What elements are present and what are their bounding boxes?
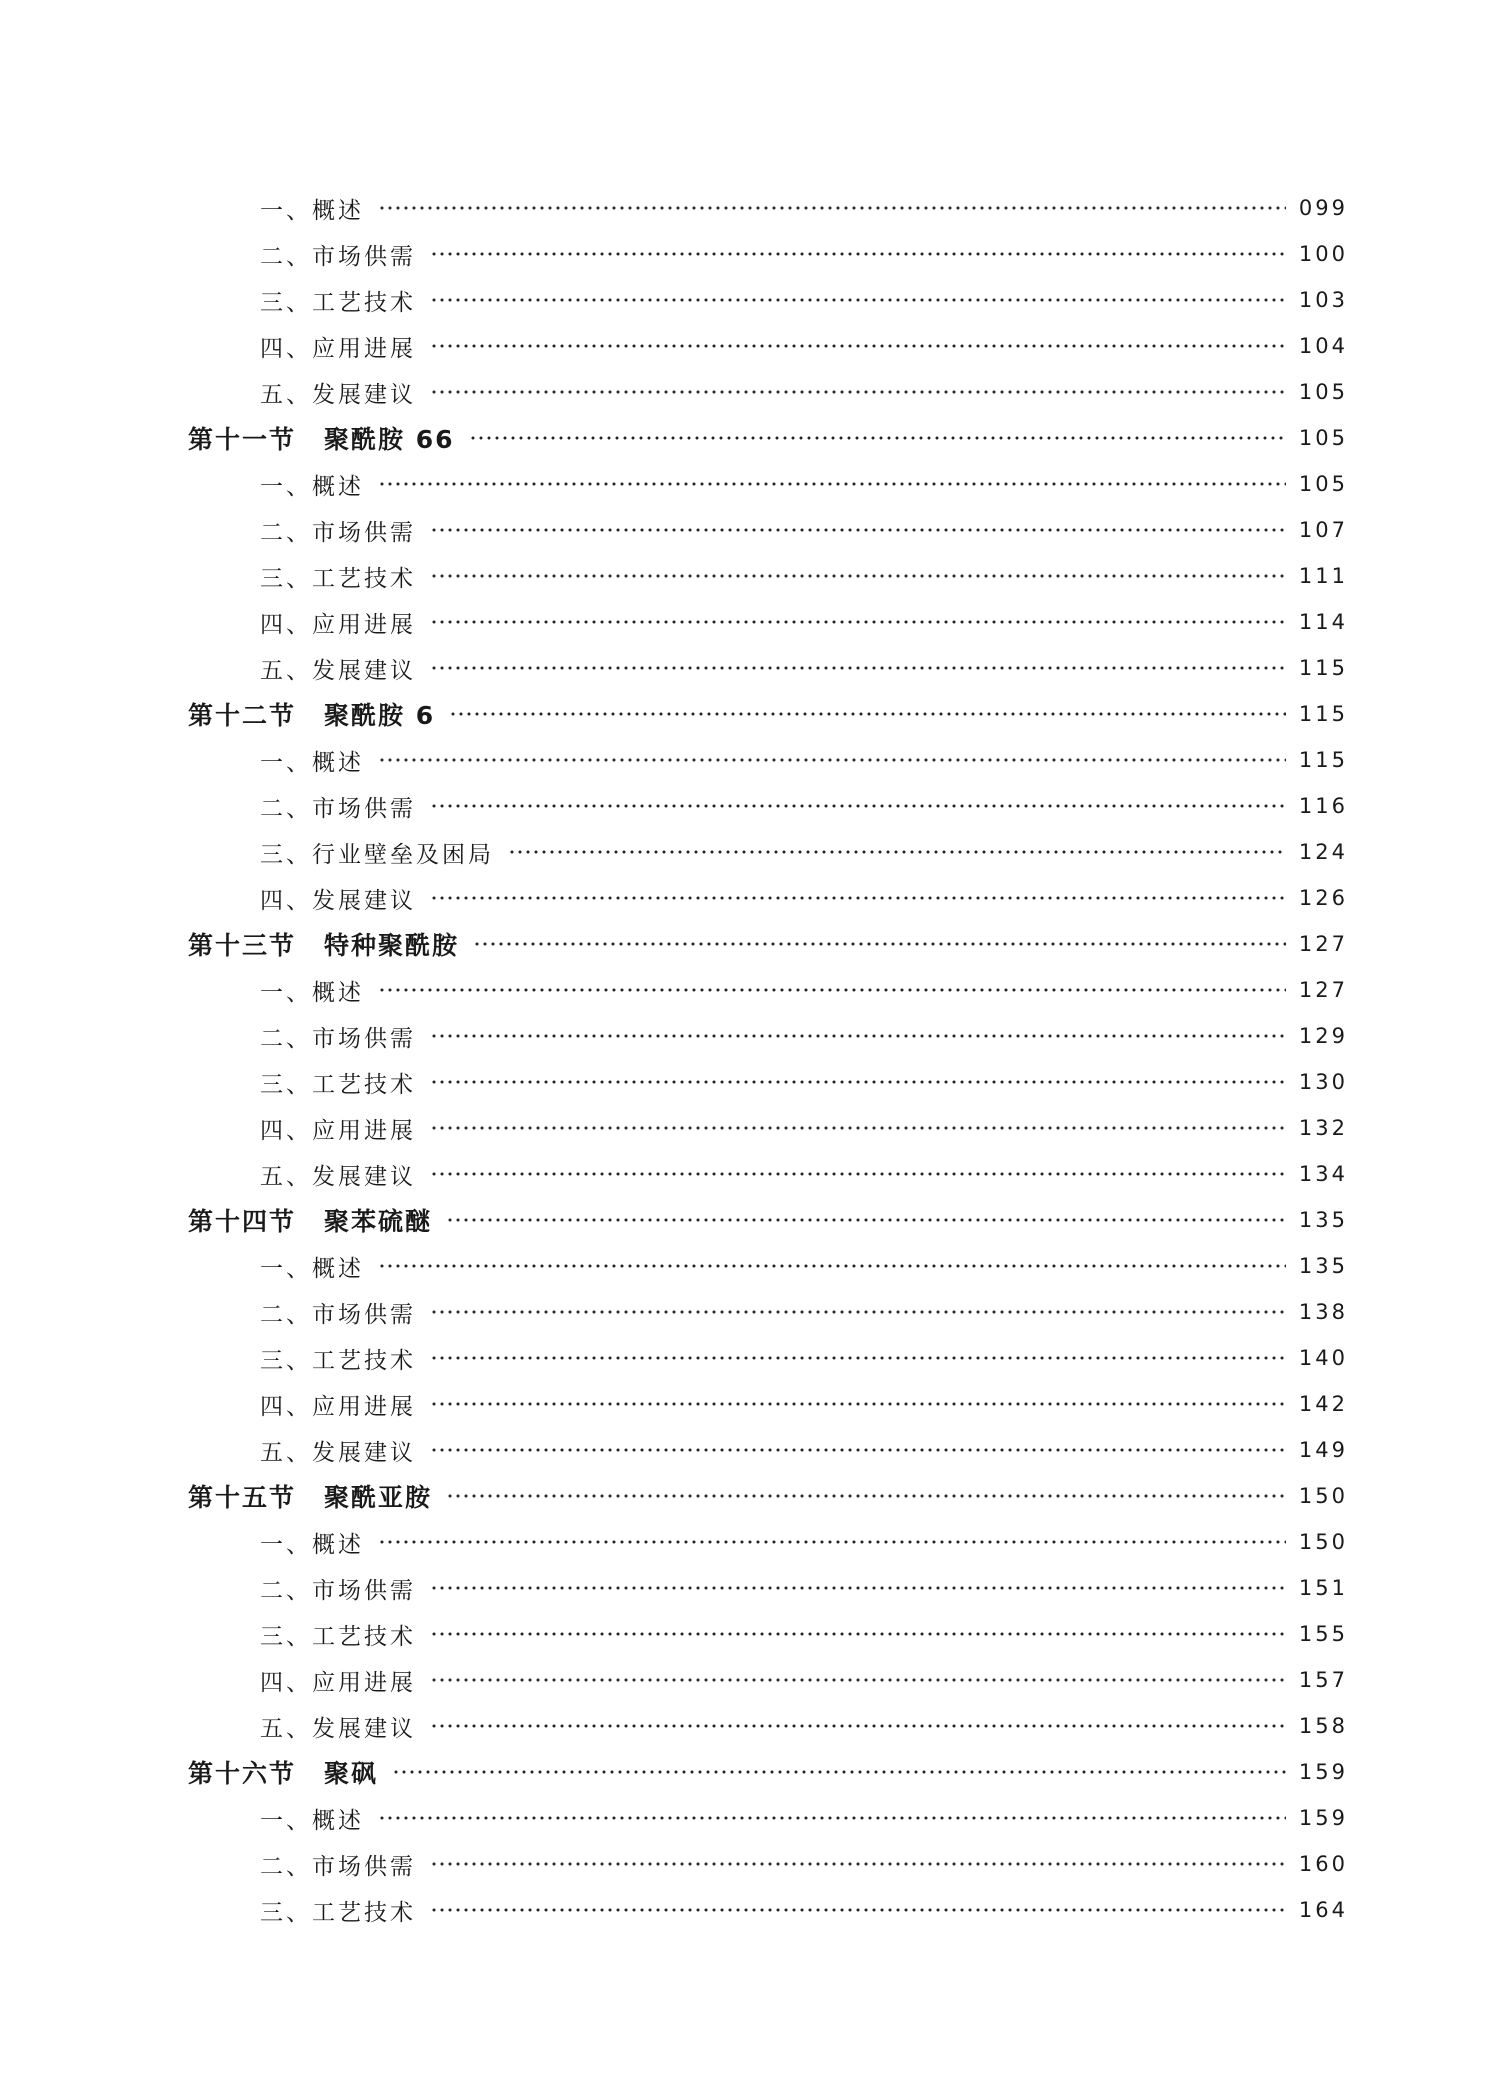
toc-page-number: 115 xyxy=(1298,656,1348,680)
toc-section-title: 聚酰胺 6 xyxy=(324,701,436,730)
toc-subsection-label: 一、概述 xyxy=(260,197,364,224)
toc-subsection-entry[interactable] xyxy=(188,461,1348,507)
toc-subsection-entry[interactable] xyxy=(188,967,1348,1013)
toc-section-entry[interactable] xyxy=(188,1197,1348,1243)
toc-subsection-entry[interactable] xyxy=(188,185,1348,231)
toc-page-number: 130 xyxy=(1298,1070,1348,1094)
toc-page-number: 129 xyxy=(1298,1024,1348,1048)
dot-leader xyxy=(508,850,1286,854)
toc-subsection-label: 三、工艺技术 xyxy=(260,1623,416,1650)
dot-leader xyxy=(430,528,1286,532)
toc-page-number: 149 xyxy=(1298,1438,1348,1462)
dot-leader xyxy=(378,206,1286,210)
dot-leader xyxy=(430,344,1286,348)
toc-subsection-label: 四、发展建议 xyxy=(260,887,416,914)
toc-subsection-label: 一、概述 xyxy=(260,1255,364,1282)
toc-page-number: 159 xyxy=(1298,1760,1348,1784)
toc-page-number: 105 xyxy=(1298,380,1348,404)
toc-subsection-label: 四、应用进展 xyxy=(260,1669,416,1696)
toc-subsection-label: 二、市场供需 xyxy=(260,1577,416,1604)
toc-section-label xyxy=(188,1202,432,1238)
toc-subsection-entry[interactable] xyxy=(188,1335,1348,1381)
toc-page-number: 164 xyxy=(1298,1898,1348,1922)
toc-subsection-label: 四、应用进展 xyxy=(260,611,416,638)
toc-page-number: 160 xyxy=(1298,1852,1348,1876)
toc-subsection-label: 三、工艺技术 xyxy=(260,1899,416,1926)
toc-page-number: 105 xyxy=(1298,472,1348,496)
dot-leader xyxy=(378,1540,1286,1544)
toc-section-label xyxy=(188,1754,378,1790)
dot-leader xyxy=(469,436,1286,440)
dot-leader xyxy=(378,988,1286,992)
toc-subsection-entry[interactable] xyxy=(188,599,1348,645)
toc-page-number: 135 xyxy=(1298,1254,1348,1278)
toc-section-entry[interactable] xyxy=(188,415,1348,461)
dot-leader xyxy=(430,1678,1286,1682)
toc-page-number: 105 xyxy=(1298,426,1348,450)
toc-subsection-entry[interactable] xyxy=(188,1657,1348,1703)
dot-leader xyxy=(473,942,1286,946)
toc-subsection-entry[interactable] xyxy=(188,507,1348,553)
toc-section-label xyxy=(188,696,435,732)
toc-subsection-label: 二、市场供需 xyxy=(260,1025,416,1052)
toc-subsection-label: 三、工艺技术 xyxy=(260,565,416,592)
dot-leader xyxy=(430,1724,1286,1728)
toc-page-number: 138 xyxy=(1298,1300,1348,1324)
toc-section-title: 聚酰亚胺 xyxy=(324,1483,433,1512)
toc-subsection-label: 五、发展建议 xyxy=(260,381,416,408)
toc-section-label xyxy=(188,420,455,456)
toc-section-label xyxy=(188,1478,432,1514)
dot-leader xyxy=(430,1862,1286,1866)
toc-subsection-label: 一、概述 xyxy=(260,1531,364,1558)
toc-section-number: 第十四节 xyxy=(188,1207,297,1236)
toc-subsection-label: 二、市场供需 xyxy=(260,795,416,822)
dot-leader xyxy=(449,712,1286,716)
toc-subsection-entry[interactable] xyxy=(188,369,1348,415)
toc-page-number: 134 xyxy=(1298,1162,1348,1186)
toc-page-number: 107 xyxy=(1298,518,1348,542)
toc-page-number: 115 xyxy=(1298,748,1348,772)
toc-subsection-label: 一、概述 xyxy=(260,749,364,776)
toc-subsection-entry[interactable] xyxy=(188,737,1348,783)
toc-subsection-label: 四、应用进展 xyxy=(260,1393,416,1420)
dot-leader xyxy=(430,574,1286,578)
dot-leader xyxy=(430,1908,1286,1912)
toc-subsection-label: 二、市场供需 xyxy=(260,1853,416,1880)
toc-page-number: 157 xyxy=(1298,1668,1348,1692)
toc-page-number: 158 xyxy=(1298,1714,1348,1738)
toc-subsection-entry[interactable] xyxy=(188,783,1348,829)
toc-page-number: 116 xyxy=(1298,794,1348,818)
toc-subsection-label: 五、发展建议 xyxy=(260,657,416,684)
toc-page-number: 155 xyxy=(1298,1622,1348,1646)
toc-section-number: 第十三节 xyxy=(188,931,297,960)
toc-subsection-entry[interactable] xyxy=(188,1059,1348,1105)
toc-subsection-entry[interactable] xyxy=(188,875,1348,921)
toc-page-number: 142 xyxy=(1298,1392,1348,1416)
toc-subsection-entry[interactable] xyxy=(188,829,1348,875)
dot-leader xyxy=(378,1816,1286,1820)
toc-subsection-entry[interactable] xyxy=(188,1427,1348,1473)
toc-page-number: 151 xyxy=(1298,1576,1348,1600)
toc-subsection-label: 一、概述 xyxy=(260,1807,364,1834)
toc-subsection-label: 四、应用进展 xyxy=(260,1117,416,1144)
dot-leader xyxy=(430,1448,1286,1452)
dot-leader xyxy=(430,390,1286,394)
toc-page-number: 150 xyxy=(1298,1530,1348,1554)
dot-leader xyxy=(430,1080,1286,1084)
toc-section-title: 特种聚酰胺 xyxy=(324,931,460,960)
toc-section-number: 第十一节 xyxy=(188,425,297,454)
toc-subsection-label: 五、发展建议 xyxy=(260,1715,416,1742)
toc-subsection-entry[interactable] xyxy=(188,1013,1348,1059)
toc-page-number: 103 xyxy=(1298,288,1348,312)
toc-section-entry[interactable] xyxy=(188,1749,1348,1795)
toc-subsection-entry[interactable] xyxy=(188,1841,1348,1887)
toc-subsection-label: 三、行业壁垒及困局 xyxy=(260,841,494,868)
dot-leader xyxy=(430,1310,1286,1314)
toc-page-number: 140 xyxy=(1298,1346,1348,1370)
toc-subsection-label: 五、发展建议 xyxy=(260,1439,416,1466)
dot-leader xyxy=(430,1632,1286,1636)
toc-page-number: 132 xyxy=(1298,1116,1348,1140)
toc-subsection-label: 四、应用进展 xyxy=(260,335,416,362)
dot-leader xyxy=(446,1218,1286,1222)
toc-subsection-entry[interactable] xyxy=(188,323,1348,369)
toc-section-number: 第十五节 xyxy=(188,1483,297,1512)
toc-subsection-entry[interactable] xyxy=(188,1519,1348,1565)
toc-subsection-entry[interactable] xyxy=(188,1243,1348,1289)
dot-leader xyxy=(430,896,1286,900)
toc-subsection-label: 二、市场供需 xyxy=(260,1301,416,1328)
toc-section-entry[interactable] xyxy=(188,691,1348,737)
dot-leader xyxy=(378,758,1286,762)
toc-page-number: 127 xyxy=(1298,978,1348,1002)
dot-leader xyxy=(430,252,1286,256)
toc-page-number: 126 xyxy=(1298,886,1348,910)
toc-section-number: 第十六节 xyxy=(188,1759,297,1788)
toc-subsection-entry[interactable] xyxy=(188,553,1348,599)
table-of-contents xyxy=(188,185,1348,1933)
toc-page-number: 115 xyxy=(1298,702,1348,726)
toc-subsection-entry[interactable] xyxy=(188,1795,1348,1841)
toc-subsection-label: 三、工艺技术 xyxy=(260,1347,416,1374)
toc-subsection-label: 一、概述 xyxy=(260,979,364,1006)
toc-subsection-entry[interactable] xyxy=(188,1105,1348,1151)
toc-page-number: 124 xyxy=(1298,840,1348,864)
toc-page-number: 100 xyxy=(1298,242,1348,266)
toc-subsection-entry[interactable] xyxy=(188,1887,1348,1933)
toc-subsection-entry[interactable] xyxy=(188,277,1348,323)
toc-section-title: 聚砜 xyxy=(324,1759,379,1788)
dot-leader xyxy=(430,620,1286,624)
dot-leader xyxy=(430,298,1286,302)
toc-page-number: 159 xyxy=(1298,1806,1348,1830)
toc-page-number: 104 xyxy=(1298,334,1348,358)
dot-leader xyxy=(430,1356,1286,1360)
dot-leader xyxy=(378,1264,1286,1268)
toc-subsection-label: 二、市场供需 xyxy=(260,243,416,270)
toc-subsection-entry[interactable] xyxy=(188,1611,1348,1657)
toc-subsection-label: 一、概述 xyxy=(260,473,364,500)
toc-subsection-label: 五、发展建议 xyxy=(260,1163,416,1190)
dot-leader xyxy=(378,482,1286,486)
toc-section-entry[interactable] xyxy=(188,921,1348,967)
toc-page-number: 127 xyxy=(1298,932,1348,956)
toc-subsection-entry[interactable] xyxy=(188,1289,1348,1335)
toc-page-number: 150 xyxy=(1298,1484,1348,1508)
toc-subsection-entry[interactable] xyxy=(188,1703,1348,1749)
toc-subsection-label: 三、工艺技术 xyxy=(260,289,416,316)
dot-leader xyxy=(430,1402,1286,1406)
dot-leader xyxy=(430,666,1286,670)
toc-subsection-label: 二、市场供需 xyxy=(260,519,416,546)
dot-leader xyxy=(392,1770,1286,1774)
toc-subsection-entry[interactable] xyxy=(188,645,1348,691)
dot-leader xyxy=(430,1172,1286,1176)
dot-leader xyxy=(430,804,1286,808)
dot-leader xyxy=(430,1586,1286,1590)
toc-subsection-entry[interactable] xyxy=(188,1151,1348,1197)
dot-leader xyxy=(430,1034,1286,1038)
toc-page-number: 135 xyxy=(1298,1208,1348,1232)
toc-subsection-label: 三、工艺技术 xyxy=(260,1071,416,1098)
toc-section-entry[interactable] xyxy=(188,1473,1348,1519)
toc-section-title: 聚酰胺 66 xyxy=(324,425,455,454)
toc-subsection-entry[interactable] xyxy=(188,1565,1348,1611)
toc-section-title: 聚苯硫醚 xyxy=(324,1207,433,1236)
toc-page-number: 111 xyxy=(1298,564,1348,588)
dot-leader xyxy=(446,1494,1286,1498)
toc-page-number: 114 xyxy=(1298,610,1348,634)
toc-section-number: 第十二节 xyxy=(188,701,297,730)
toc-subsection-entry[interactable] xyxy=(188,231,1348,277)
dot-leader xyxy=(430,1126,1286,1130)
toc-section-label xyxy=(188,926,459,962)
toc-page-number: 099 xyxy=(1298,196,1348,220)
toc-subsection-entry[interactable] xyxy=(188,1381,1348,1427)
